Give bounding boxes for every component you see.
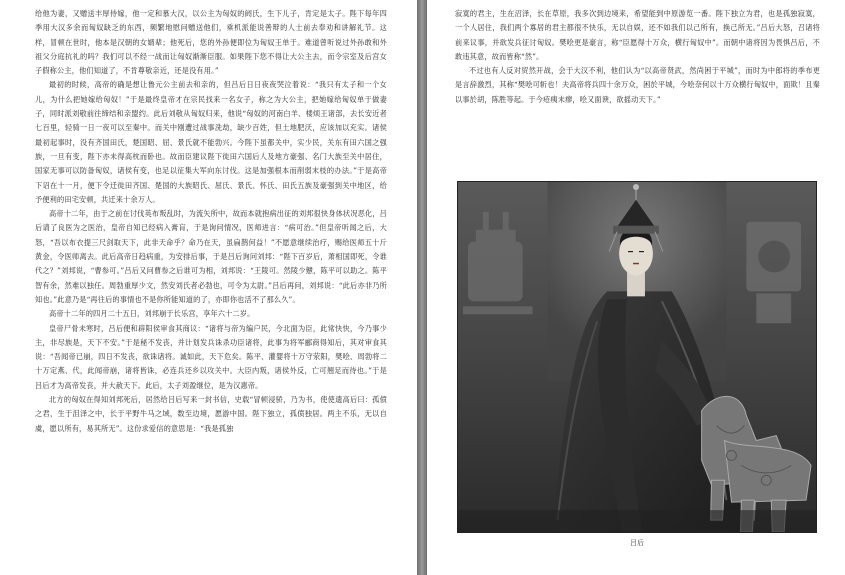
- paragraph: 不过也有人反对贸然开战，会于大汉不利，他们认为“以高帝贤武，然尚困于平城”，而时为中郎将的季布更是言辞激烈，其称“樊哙可斩也！夫高帝将兵四十余万众，困於平城，今哙奈何以十万众横行匈奴中，面欺！且秦以事於胡，陈胜等起。于今疮痍未瘳，哙又面谀，欲摇动天下。”: [455, 66, 820, 104]
- left-page-text: [35, 7, 387, 436]
- figure-caption: 吕后: [630, 539, 644, 547]
- right-page-text: [455, 7, 820, 107]
- paragraph: 最初的时候，高帝的确是想让鲁元公主前去和亲的，但吕后日日夜夜哭泣着说：“我只有太子和一个女儿，为什么把她嫁给匈奴！”于是最终皇帝才在宗民找来一名女子，称之为大公主，把她嫁给匈奴单于做妻子，同时派刘敬前往缔结和亲盟约。此后刘敬从匈奴归来，他说“匈奴的河南白羊、楼烦王诸部，去长安近者七百里，轻骑一日一夜可以至秦中。而关中刚遭过战事洗劫，缺少百姓，但土地肥沃，应该加以充实。诸侯最初起事时，没有齐国田氏，楚国昭、屈、景氏就不能勃兴。今陛下虽都关中，实少民，关东有田六国之强族，一旦有变，陛下亦未得高枕而卧也。故而臣建议陛下徙田六国后人及地方豪强、名门大族至关中居住，国家无事可以防备匈奴，诸侯有变，也足以征集大军向东讨伐。这是加强根本而削弱末枝的办法。”于是高帝下诏在十一月，便下令迁徙田齐国、楚国的大族昭氏、屈氏、景氏、怀氏、田氏五族及豪强到关中地区，给予便利的田宅安顿，共迁来十余万人。: [35, 80, 387, 204]
- left-page: [0, 0, 417, 575]
- book-gutter: [417, 0, 427, 575]
- paragraph: 寂寞的君主，生在沼泽，长在草原，我多次到边境来，希望能到中原游览一番。陛下独立为君，也是孤独寂寞，一个人居住，我们两个寡居的君主都很不快乐，无以自娱，还不如我们以己所有，换己所无。”吕后大怒，召诸将前来议事，并欲发兵征讨匈奴。樊哙更是豪言，称“臣愿得十万众，横行匈奴中”。而朝中诸将因为畏惧吕后，不敢违其意，故而皆称“然”。: [455, 9, 820, 61]
- right-page: [427, 0, 845, 575]
- paragraph: 高帝十二年，由于之前在讨伐英布叛乱时，为流矢所中，故而本就抱病出征的刘邦很快身体状况恶化，吕后请了良医为之医治，皇帝自知已经病入膏肓，于是询问情况，医师进言：“病可治。”但皇帝听闻之后，大怒，“吾以布衣提三尺剑取天下，此非天命乎？命乃在天，虽扁鹊何益！”不愿意继续治疗，赐给医师五十斤黄金，令医师离去。此后高帝日趋病重，为安排后事，于是吕后询问刘邦：“陛下百岁后，萧相国即死，令谁代之？”刘邦说，“曹参可。”吕后又问曹参之后谁可为相，刘邦说：“王陵可。然陵少戆，陈平可以助之。陈平智有余，然难以独任。周勃重厚少文，然安刘氏者必勃也，可令为太尉。”吕后再问，刘邦说：“此后亦非乃所知也。”此意乃是“再往后的事情也不是你所能知道的了，亦即你也活不了那么久”。: [35, 209, 387, 304]
- paragraph: 给他为妻，又赠送丰厚侍嫁，他一定和慕大汉，以公主为匈奴的阏氏，生下儿子，肯定是太子。陛下每年四季用大汉多余而匈奴缺乏的东西，频繁地慰问赠送他们，乘机派能说善辩的人士前去奉劝和讲解礼节。这样，冒顿在世时，他本是汉朝的女婿辈；他死后，您的外孙便即位为匈奴王单于。难道曾听说过外孙敢和外祖父分庭抗礼的吗？我们可以不经一战而让匈奴渐渐臣服。如果陛下您不得让大公主去，而令宗室及后宫女子假称公主，他们知道了，不肯尊敬亲近，还是没有用。”: [35, 9, 387, 76]
- illustration-artwork: [458, 182, 816, 532]
- empress-lu-illustration: [457, 181, 817, 533]
- paragraph: 高帝十二年的四月二十五日，刘邦崩于长乐宫，享年六十二岁。: [49, 309, 255, 319]
- paragraph: 北方的匈奴在得知刘邦死后，居然给吕后写来一封书信，史载“冒顿浸骄，乃为书，使使遗高后曰：孤偾之君，生于沮泽之中，长于平野牛马之域，数至边境，愿游中国。陛下独立，孤偾独居。两主不乐，无以自虞，愿以所有，易其所无”。这份求爱信的意思是：“我是孤独: [35, 395, 387, 433]
- paragraph: 皇帝尸骨未寒时，吕后便和辟阳侯审食其商议：“诸将与帝为编户民，今北面为臣，此常快快，今乃事少主，非尽族是，天下不安。”于是秘不发丧，并计划发兵诛杀功臣诸将，此事为将军郦商得知后，其对审食其说：“吾闻帝已崩，四日不发丧，欲诛诸将。诚如此，天下危矣。陈平、灌婴将十万守荥阳，樊哙、周勃将二十万定燕、代，此闻帝崩，诸将皆诛，必连兵还乡以攻关中。大臣内叛，诸侯外反，亡可翘足而待也。”于是吕后才为高帝发丧，并大赦天下。此后，太子刘盈继位，是为汉惠帝。: [35, 323, 387, 390]
